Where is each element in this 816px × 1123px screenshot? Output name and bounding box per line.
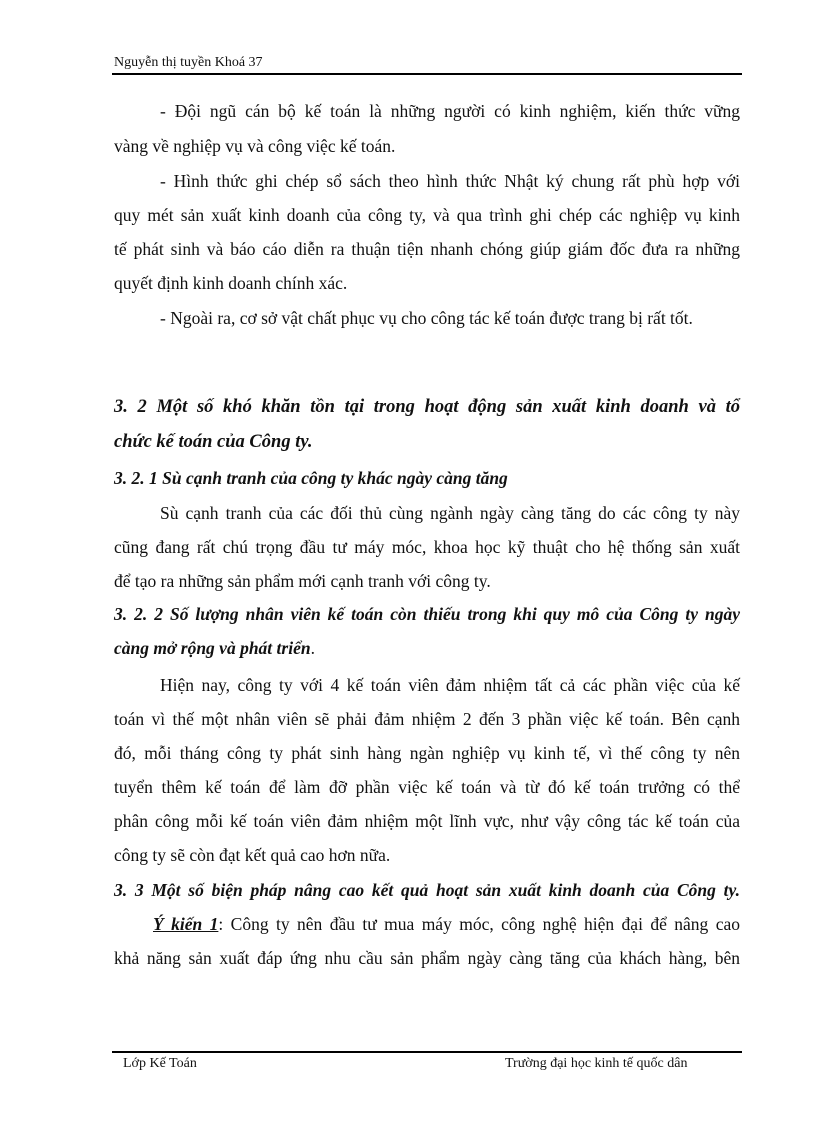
subsection-heading: 3. 2. 1 Sù cạnh tranh của công ty khác ngày càng tăng (114, 468, 508, 488)
paragraph-line: toán vì thế một nhân viên sẽ phải đảm nhiệm 2 đến 3 phần việc kế toán. Bên cạnh (114, 709, 740, 729)
section-heading: 3. 3 Một số biện pháp nâng cao kết quả hoạt sản xuất kinh doanh của Công ty. (114, 880, 740, 900)
header-text: Nguyễn thị tuyền Khoá 37 (114, 55, 263, 70)
paragraph-line: đó, mỗi tháng công ty phát sinh hàng ngàn nghiệp vụ kinh tế, vì thế công ty nên (114, 743, 740, 763)
subsection-heading: 3. 2. 2 Số lượng nhân viên kế toán còn thiếu trong khi quy mô của Công ty ngày (114, 604, 740, 624)
paragraph-line: Sù cạnh tranh của các đối thủ cùng ngành ngày càng tăng do các công ty này (160, 503, 740, 523)
paragraph-line (153, 914, 740, 935)
paragraph-line: để tạo ra những sản phẩm mới cạnh tranh với công ty. (114, 571, 491, 591)
paragraph-line: - Đội ngũ cán bộ kế toán là những người có kinh nghiệm, kiến thức vững (160, 101, 740, 121)
heading-text: càng mở rộng và phát triển (114, 638, 311, 658)
paragraph-line: Hiện nay, công ty với 4 kế toán viên đảm nhiệm tất cả các phần việc của kế (160, 675, 740, 695)
paragraph-line: công ty sẽ còn đạt kết quả cao hơn nữa. (114, 845, 391, 865)
opinion-text: : Công ty nên đầu tư mua máy móc, công nghệ hiện đại để nâng cao (218, 914, 740, 934)
paragraph-line: tế phát sinh và báo cáo diễn ra thuận tiện nhanh chóng giúp giám đốc đưa ra những (114, 239, 740, 259)
paragraph-line: quyết định kinh doanh chính xác. (114, 273, 348, 293)
header-rule (112, 73, 742, 75)
paragraph-line: cũng đang rất chú trọng đầu tư máy móc, khoa học kỹ thuật cho hệ thống sản xuất (114, 537, 740, 557)
paragraph-line: - Hình thức ghi chép sổ sách theo hình thức Nhật ký chung rất phù hợp với (160, 171, 740, 191)
paragraph-line: tuyển thêm kế toán để làm đỡ phần việc kế toán và từ đó kế toán trưởng có thể (114, 777, 740, 797)
paragraph-line: quy mét sản xuất kinh doanh của công ty, và qua trình ghi chép các nghiệp vụ kinh (114, 205, 740, 225)
paragraph-line: vàng về nghiệp vụ và công việc kế toán. (114, 136, 396, 156)
paragraph-line: - Ngoài ra, cơ sở vật chất phục vụ cho công tác kế toán được trang bị rất tốt. (160, 308, 693, 328)
footer-rule (112, 1051, 742, 1053)
section-heading: 3. 2 Một số khó khăn tồn tại trong hoạt động sản xuất kinh doanh và tổ (114, 397, 740, 417)
footer-left-text: Lớp Kế Toán (123, 1056, 197, 1071)
opinion-label: Ý kiến 1 (153, 914, 219, 934)
heading-period: . (310, 638, 315, 658)
paragraph-line: phân công mỗi kế toán viên đảm nhiệm một lĩnh vực, như vậy công tác kế toán của (114, 811, 740, 831)
paragraph-line: khả năng sản xuất đáp ứng nhu cầu sản phẩm ngày càng tăng của khách hàng, bên (114, 948, 740, 968)
section-heading: chức kế toán của Công ty. (114, 432, 313, 452)
subsection-heading (114, 638, 740, 659)
footer-right-text: Trường đại học kinh tế quốc dân (505, 1056, 688, 1071)
